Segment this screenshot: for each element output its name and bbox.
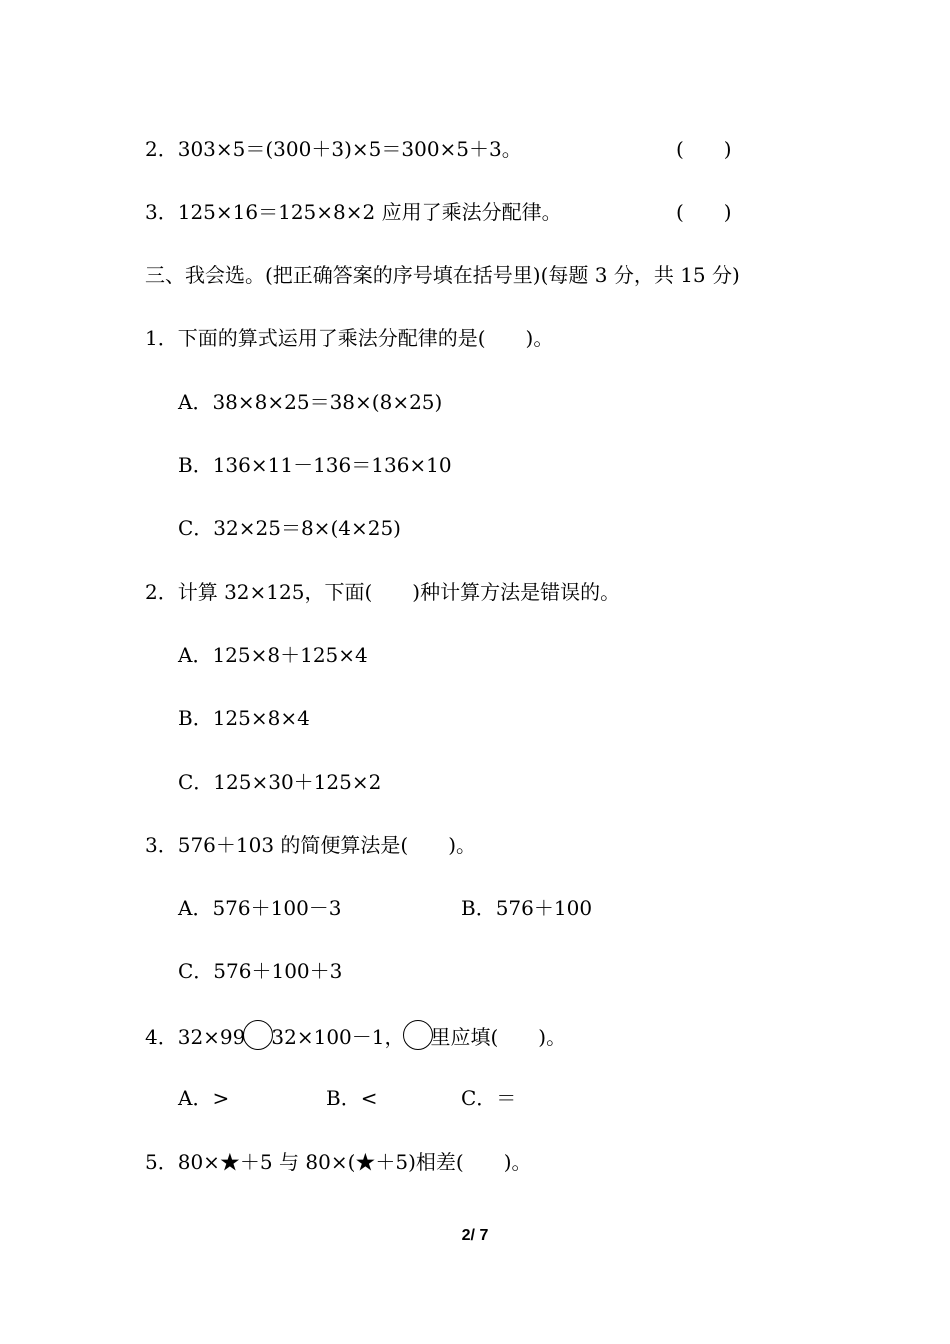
choice-q4-option-c[interactable]: C．＝: [461, 1086, 517, 1110]
choice-q4-option-b[interactable]: B．<: [326, 1086, 378, 1110]
choice-q4-option-a[interactable]: A．>: [178, 1086, 230, 1110]
judge-q3-answer-paren[interactable]: ( ): [676, 200, 732, 224]
choice-q3-option-c[interactable]: C．576＋100＋3: [178, 959, 343, 983]
choice-q1-stem: 1．下面的算式运用了乘法分配律的是( )。: [145, 326, 554, 350]
choice-q2-stem: 2．计算 32×125，下面( )种计算方法是错误的。: [145, 580, 621, 604]
circle-icon: [403, 1020, 433, 1050]
section-title: 三、我会选。(把正确答案的序号填在括号里)(每题 3 分，共 15 分): [145, 263, 740, 287]
choice-q4-stem-part3: 里应填( )。: [430, 1025, 567, 1049]
judge-q2: 2．303×5＝(300＋3)×5＝300×5＋3。: [145, 137, 522, 161]
judge-q2-answer-paren[interactable]: ( ): [676, 137, 732, 161]
choice-q1-option-a[interactable]: A．38×8×25＝38×(8×25): [178, 390, 443, 414]
choice-q4-stem: [145, 1020, 566, 1051]
choice-q2-option-b[interactable]: B．125×8×4: [178, 706, 310, 730]
choice-q1-option-b[interactable]: B．136×11－136＝136×10: [178, 453, 452, 477]
judge-q3: 3．125×16＝125×8×2 应用了乘法分配律。: [145, 200, 562, 224]
choice-q2-option-c[interactable]: C．125×30＋125×2: [178, 770, 382, 794]
choice-q5-stem: 5．80×★＋5 与 80×(★＋5)相差( )。: [145, 1150, 532, 1174]
choice-q4-stem-part2: 32×100－1，: [271, 1025, 405, 1049]
choice-q1-option-c[interactable]: C．32×25＝8×(4×25): [178, 516, 401, 540]
page-number: 2/ 7: [461, 1227, 489, 1244]
choice-q3-option-a[interactable]: A．576＋100－3: [178, 896, 342, 920]
choice-q3-stem: 3．576＋103 的简便算法是( )。: [145, 833, 477, 857]
choice-q4-stem-part1: 4．32×99: [145, 1025, 246, 1049]
choice-q3-option-b[interactable]: B．576＋100: [461, 896, 593, 920]
choice-q2-option-a[interactable]: A．125×8＋125×4: [178, 643, 368, 667]
compare-circle-icon[interactable]: [243, 1020, 273, 1050]
